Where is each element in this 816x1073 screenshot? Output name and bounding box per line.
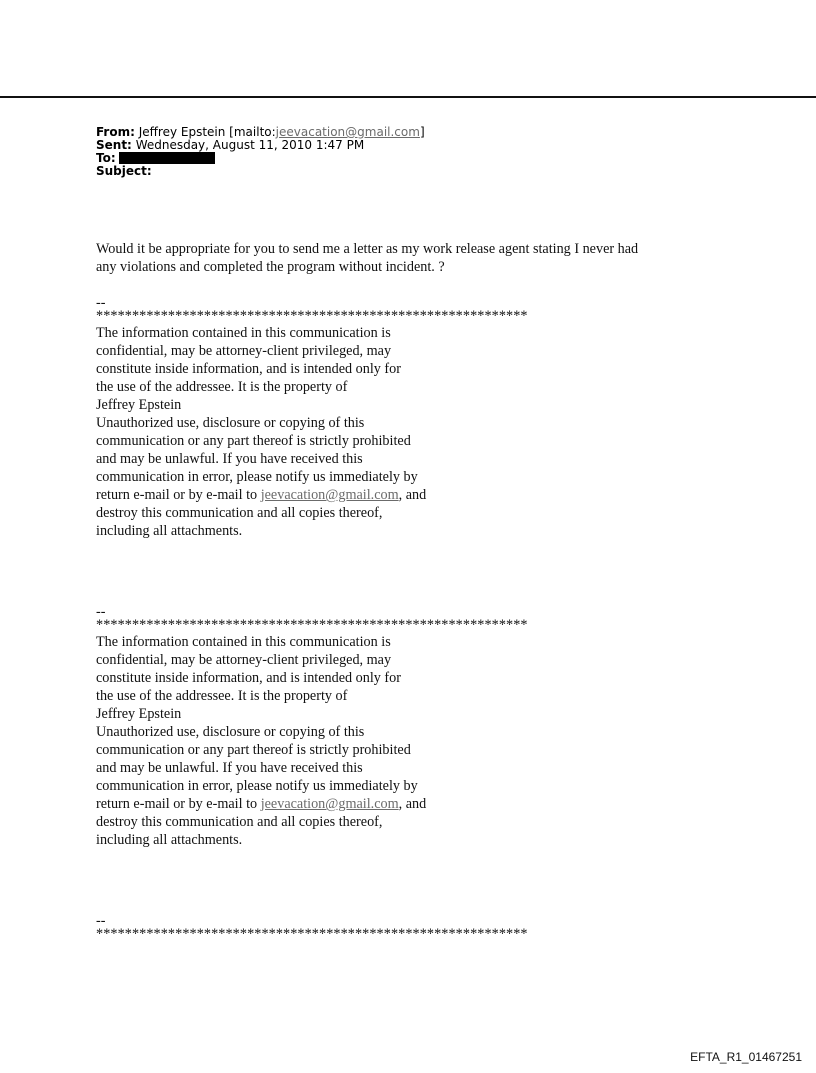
signature-email-link[interactable]: jeevacation@gmail.com <box>260 796 399 812</box>
signature-dashes: -- <box>96 295 106 311</box>
signature-stars: ************************************************************ <box>96 308 528 324</box>
disclaimer-line: communication in error, please notify us immediately by <box>96 469 418 485</box>
signature-dashes: -- <box>96 604 106 620</box>
disclaimer-line: The information contained in this communication is <box>96 325 391 341</box>
disclaimer-line: Jeffrey Epstein <box>96 706 182 722</box>
disclaimer-line: communication or any part thereof is strictly prohibited <box>96 742 411 758</box>
email-line-prefix: return e-mail or by e-mail to <box>96 796 261 812</box>
disclaimer-line: and may be unlawful. If you have received this <box>96 451 363 467</box>
signature-dashes: -- <box>96 913 106 929</box>
from-name: Jeffrey Epstein [mailto: <box>138 125 276 139</box>
disclaimer-line: Unauthorized use, disclosure or copying of this <box>96 415 365 431</box>
email-header <box>96 126 425 178</box>
sent-label: Sent: <box>96 138 132 152</box>
disclaimer-line: Unauthorized use, disclosure or copying of this <box>96 724 365 740</box>
subject-row <box>96 165 425 178</box>
message-line: any violations and completed the program without incident. ? <box>96 259 445 275</box>
disclaimer-line: including all attachments. <box>96 832 243 848</box>
disclaimer-line: destroy this communication and all copies thereof, <box>96 505 383 521</box>
signature-block <box>96 914 528 942</box>
disclaimer-line: and may be unlawful. If you have received this <box>96 760 363 776</box>
disclaimer-email-line <box>96 795 528 813</box>
from-close: ] <box>419 125 425 139</box>
sent-row <box>96 139 425 152</box>
signature-stars: ************************************************************ <box>96 926 528 942</box>
document-id: EFTA_R1_01467251 <box>690 1050 802 1064</box>
disclaimer-line: Jeffrey Epstein <box>96 397 182 413</box>
disclaimer-line: constitute inside information, and is intended only for <box>96 670 401 686</box>
disclaimer-line: confidential, may be attorney-client privileged, may <box>96 343 392 359</box>
email-line-prefix: return e-mail or by e-mail to <box>96 487 261 503</box>
disclaimer-line: constitute inside information, and is intended only for <box>96 361 401 377</box>
subject-label: Subject: <box>96 164 152 178</box>
disclaimer-line: the use of the addressee. It is the property of <box>96 379 348 395</box>
disclaimer-line: the use of the addressee. It is the property of <box>96 688 348 704</box>
to-label: To: <box>96 151 116 165</box>
disclaimer-line: communication in error, please notify us immediately by <box>96 778 418 794</box>
from-label: From: <box>96 125 135 139</box>
disclaimer-line: including all attachments. <box>96 523 243 539</box>
message-line: Would it be appropriate for you to send me a letter as my work release agent stating I never had <box>96 241 639 257</box>
from-email-link[interactable]: jeevacation@gmail.com <box>275 125 420 139</box>
disclaimer-line: The information contained in this communication is <box>96 634 391 650</box>
sent-value: Wednesday, August 11, 2010 1:47 PM <box>135 138 365 152</box>
signature-stars: ************************************************************ <box>96 617 528 633</box>
email-line-suffix: , and <box>398 487 427 503</box>
signature-block <box>96 605 528 849</box>
disclaimer-line: communication or any part thereof is strictly prohibited <box>96 433 411 449</box>
redaction-block <box>119 152 215 164</box>
disclaimer-line: confidential, may be attorney-client privileged, may <box>96 652 392 668</box>
signature-block <box>96 296 528 540</box>
disclaimer-email-line <box>96 486 528 504</box>
signature-email-link[interactable]: jeevacation@gmail.com <box>260 487 399 503</box>
email-line-suffix: , and <box>398 796 427 812</box>
disclaimer-line: destroy this communication and all copies thereof, <box>96 814 383 830</box>
top-divider <box>0 96 816 98</box>
message-body <box>96 240 638 276</box>
